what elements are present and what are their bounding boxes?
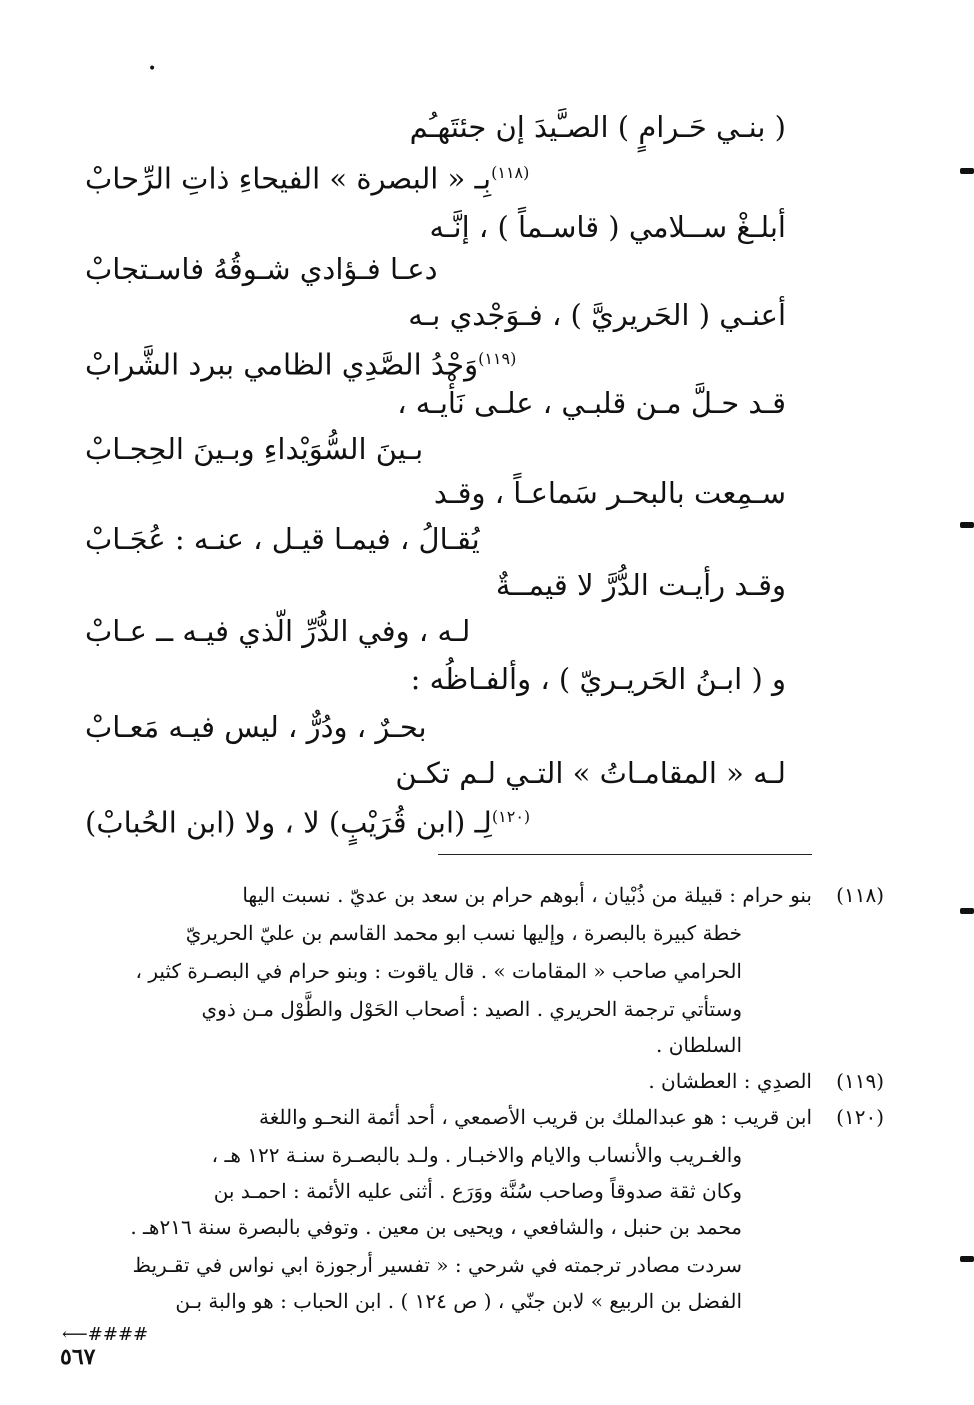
footnote-number: (١٢٠) (836, 1105, 884, 1129)
verse-line: قـد حـلَّ مـن قلبـي ، علـى نَأْيـه ، (397, 386, 786, 420)
footnote-118: (١١٨) بنو حرام : قبيلة من ذُبْيان ، أبوهم حرام بن سعد بن عديّ . نسبت اليها (242, 876, 812, 914)
footnote-line: وكان ثقة صدوقاً وصاحب سُنَّة ووَرَع . أثنى عليه الأئمة : احمـد بن (213, 1179, 742, 1203)
footnote-line: السلطان . (655, 1033, 742, 1057)
verse-line: $^{(١٢٠)}$لِـ (ابن قُرَيْبٍ) لا ، ولا (ابن الحُبابْ) (85, 805, 531, 840)
margin-mark (960, 522, 974, 528)
footnote-separator (438, 854, 812, 855)
footnote-number: (١١٨) (836, 883, 884, 907)
verse-line: يُقـالُ ، فيمـا قيـل ، عنـه : عُجَـابْ (85, 522, 480, 556)
footnote-number: (١١٩) (836, 1069, 884, 1093)
footnote-ref: (١١٨) (491, 163, 530, 182)
verse-line: لـه « المقامـاتُ » التـي لـم تكـن (395, 756, 786, 790)
verse-line: سـمِعت بالبحـر سَماعـاً ، وقـد (433, 476, 786, 510)
verse-line: بحـرٌ ، ودُرٌّ ، ليس فيـه مَعـابْ (85, 710, 427, 744)
verse-line: أبلـغْ ســلامي ( قاسـماً ) ، إنَّـه (429, 210, 786, 244)
footnote-line: الفضل بن الربيع » لابن جنّي ، ( ص ١٢٤ ) . ابن الحباب : هو والبة بـن (175, 1289, 742, 1313)
margin-mark (960, 1256, 974, 1262)
footnote-line: سردت مصادر ترجمته في شرحي : « تفسير أرجوزة ابي نواس في تقـريظ (132, 1253, 742, 1277)
continuation-arrow-icon: ⟵#### (62, 1324, 149, 1345)
footnote-line: الحرامي صاحب « المقامات » . قال ياقوت : وبنو حرام في البصـرة كثير ، (135, 959, 742, 983)
footnote-ref: (١١٩) (478, 349, 517, 368)
footnote-line: محمد بن حنبل ، والشافعي ، ويحيى بن معين . وتوفي بالبصرة سنة ٢١٦هـ . (130, 1215, 742, 1239)
verse-line: لـه ، وفي الدُّرِّ الّذي فيـه ــ عـابْ (85, 614, 471, 648)
verse-line: وقـد رأيـت الدُّرَّ لا قيمــةٌ (495, 568, 786, 602)
verse-line: و ( ابـنُ الحَريـريّ ) ، وألفـاظُه : (410, 662, 786, 696)
footnote-119: (١١٩) الصدِي : العطشان . (648, 1062, 812, 1100)
footnote-ref: (١٢٠) (491, 807, 531, 826)
margin-mark (960, 908, 974, 914)
verse-line: $^{(١١٩)}$وَجْدُ الصَّدِي الظامي ببرد الشَّرابْ (85, 347, 517, 382)
ink-dot: • (148, 61, 157, 77)
verse-line: أعنـي ( الحَريريَّ ) ، فـوَجْدي بـه (408, 298, 786, 332)
footnote-120: (١٢٠) ابن قريب : هو عبدالملك بن قريب الأصمعي ، أحد أئمة النحـو واللغة (259, 1098, 812, 1136)
footnote-line: وستأتي ترجمة الحريري . الصيد : أصحاب الحَوْل والطَّوْل مـن ذوي (201, 997, 742, 1021)
verse-line: دعـا فـؤادي شـوقُهُ فاسـتجابْ (85, 252, 438, 286)
footnote-line: خطة كبيرة بالبصرة ، وإليها نسب ابو محمد القاسم بن عليّ الحريريّ (185, 921, 742, 945)
page-number: ٥٦٧ (60, 1344, 96, 1370)
margin-mark (960, 168, 974, 174)
verse-line: بـينَ السُّوَيْداءِ وبـينَ الحِجـابْ (85, 432, 424, 466)
verse-line: $^{(١١٨)}$بِـ « البصرة » الفيحاءِ ذاتِ الرِّحابْ (85, 161, 530, 196)
footnote-line: والغـريب والأنساب والايام والاخبـار . ولـد بالبصـرة سنـة ١٢٢ هـ ، (211, 1143, 742, 1167)
verse-line: ( بنـي حَـرامٍ ) الصـَّيدَ إن جئتَهـُم (409, 110, 786, 144)
